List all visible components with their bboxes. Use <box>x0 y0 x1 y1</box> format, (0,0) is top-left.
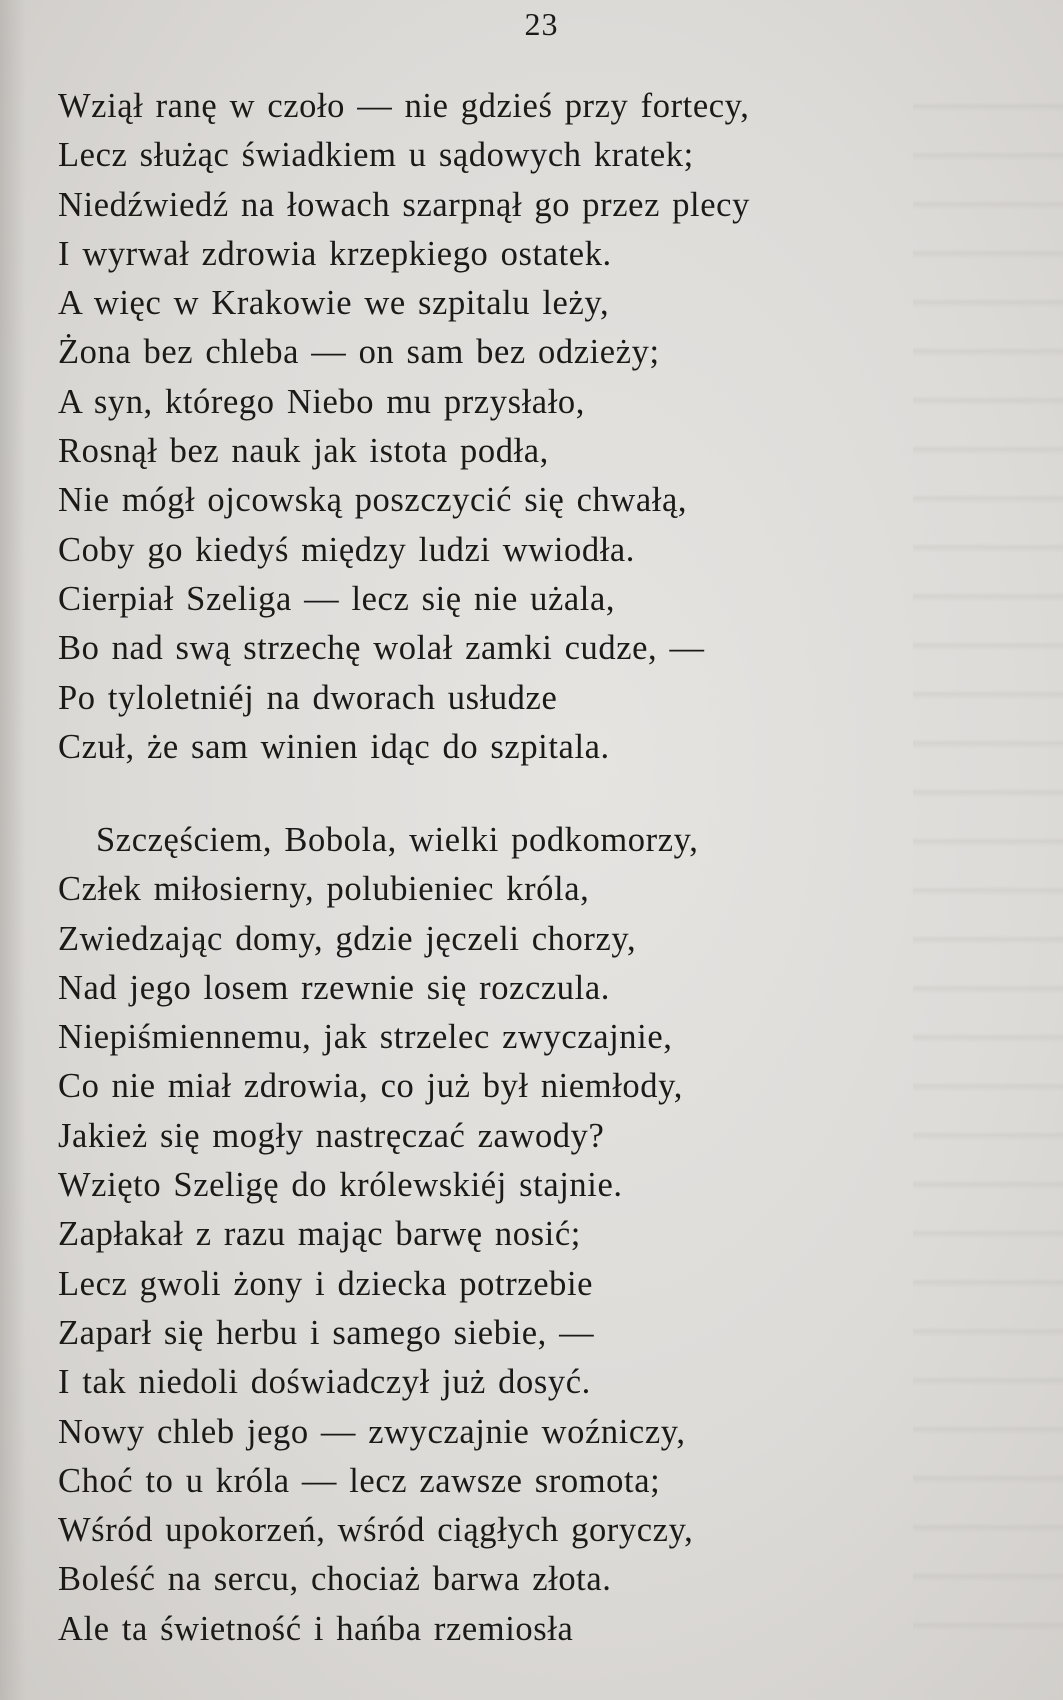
verse-line: Cierpiał Szeliga — lecz się nie użala, <box>58 579 616 618</box>
verse-line: Lecz gwoli żony i dziecka potrzebie <box>58 1264 594 1303</box>
show-through-text <box>913 80 1063 1640</box>
verse-line: Boleść na sercu, chociaż barwa złota. <box>58 1560 612 1599</box>
stanza-2 <box>58 816 699 1654</box>
verse-line: I wyrwał zdrowia krzepkiego ostatek. <box>58 234 612 273</box>
verse-line: Zapłakał z razu mając barwę nosić; <box>58 1215 581 1254</box>
verse-line: Coby go kiedyś między ludzi wwiodła. <box>58 530 636 569</box>
verse-line: A syn, którego Niebo mu przysłało, <box>58 382 585 421</box>
verse-line: A więc w Krakowie we szpitalu leży, <box>58 284 610 323</box>
verse-line: Lecz służąc świadkiem u sądowych kratek; <box>58 136 694 175</box>
verse-line: Nad jego losem rzewnie się rozczula. <box>58 968 610 1007</box>
verse-line: Nowy chleb jego — zwyczajnie woźniczy, <box>58 1412 686 1451</box>
verse-line: Wzięto Szeligę do królewskiéj stajnie. <box>58 1166 623 1205</box>
verse-line-indented: Szczęściem, Bobola, wielki podkomorzy, <box>96 821 699 859</box>
verse-line: Po tyloletniéj na dworach usłudze <box>58 678 558 717</box>
verse-line: Niepiśmiennemu, jak strzelec zwyczajnie, <box>58 1018 673 1057</box>
page-number: 23 <box>524 6 559 42</box>
verse-line: I tak niedoli doświadczył już dosyć. <box>58 1363 591 1402</box>
verse-line: Wziął ranę w czoło — nie gdzieś przy fortecy, <box>58 87 750 125</box>
verse-line: Choć to u króla — lecz zawsze sromota; <box>58 1461 661 1500</box>
verse-line: Czuł, że sam winien idąc do szpitala. <box>58 727 610 766</box>
verse-line: Niedźwiedź na łowach szarpnął go przez plecy <box>58 185 750 224</box>
verse-line: Ale ta świetność i hańba rzemiosła <box>58 1609 574 1648</box>
verse-line: Bo nad swą strzechę wolał zamki cudze, — <box>58 629 705 668</box>
page-gutter-shadow <box>0 0 26 1700</box>
verse-line: Co nie miał zdrowia, co już był niemłody, <box>58 1067 683 1106</box>
verse-line: Człek miłosierny, polubieniec króla, <box>58 870 590 909</box>
verse-line: Żona bez chleba — on sam bez odzieży; <box>58 333 660 372</box>
verse-line: Nie mógł ojcowską poszczycić się chwałą, <box>58 481 688 520</box>
verse-line: Zaparł się herbu i samego siebie, — <box>58 1313 595 1352</box>
verse-line: Jakież się mogły nastręczać zawody? <box>58 1116 605 1155</box>
stanza-1 <box>58 82 750 772</box>
verse-line: Zwiedzając domy, gdzie jęczeli chorzy, <box>58 919 637 958</box>
verse-line: Rosnął bez nauk jak istota podła, <box>58 432 549 471</box>
verse-line: Wśród upokorzeń, wśród ciągłych goryczy, <box>58 1511 694 1550</box>
